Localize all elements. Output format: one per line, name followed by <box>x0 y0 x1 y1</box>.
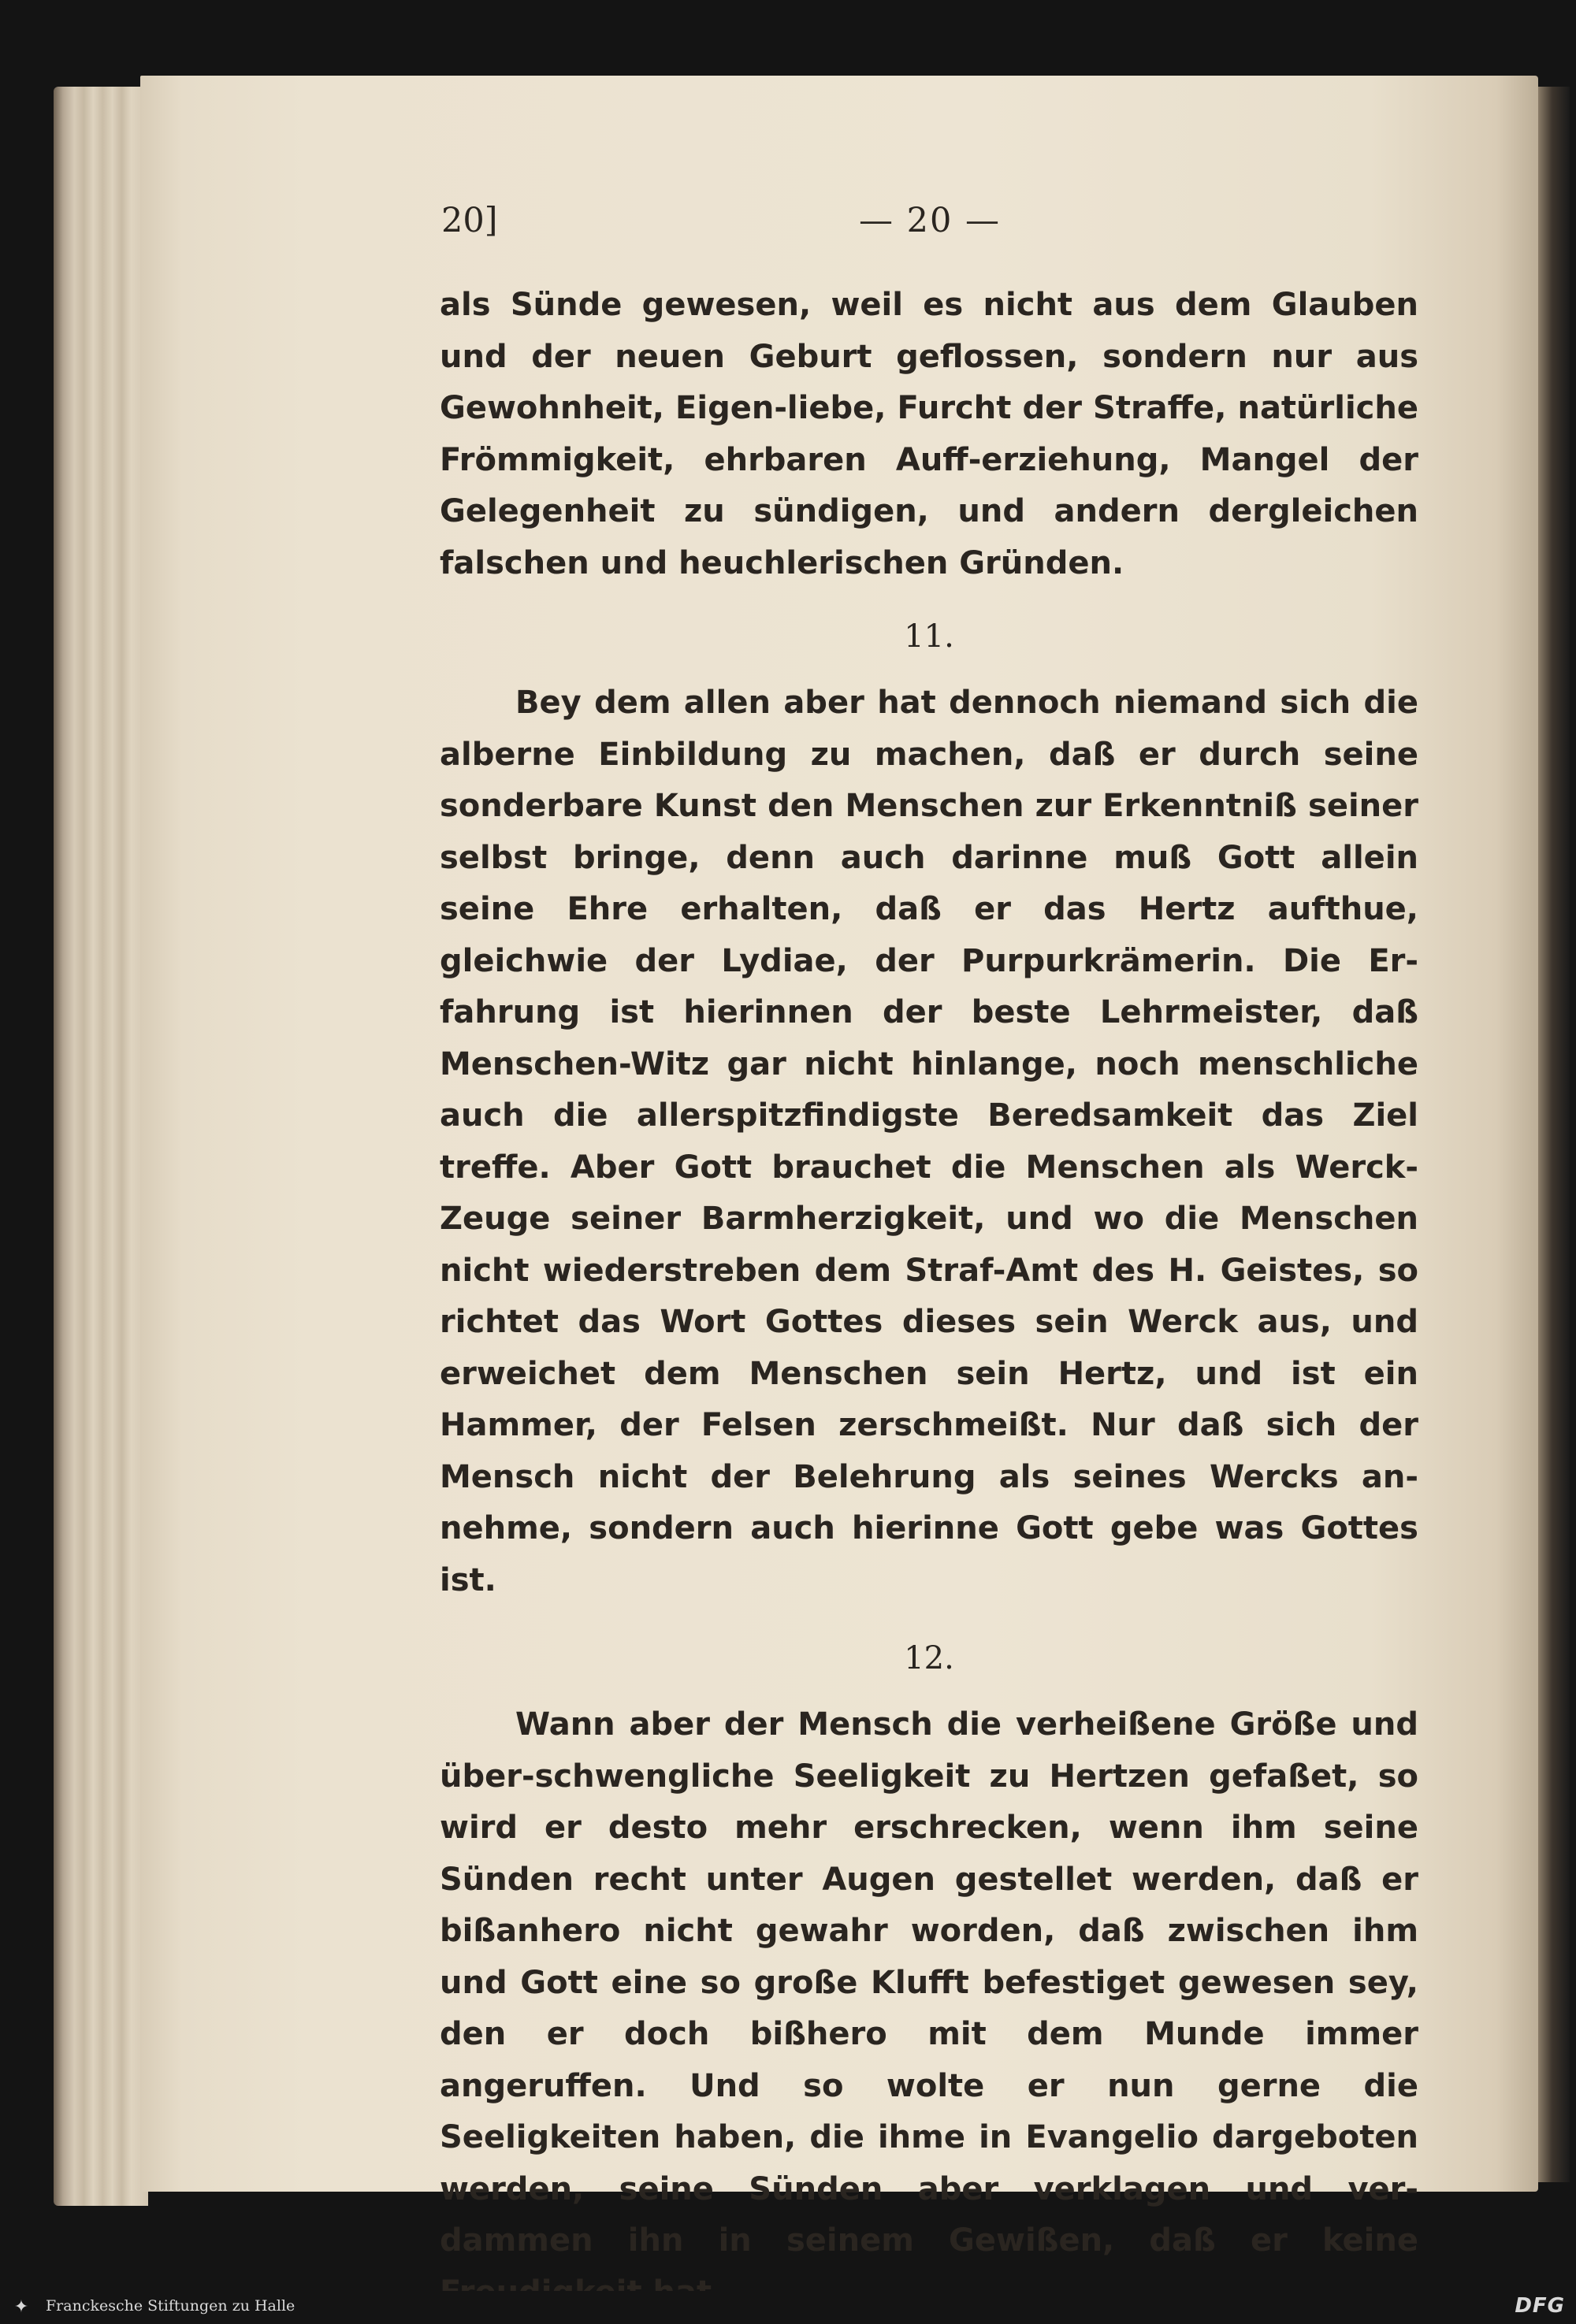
paragraph-section-11: Bey dem allen aber hat dennoch niemand sich die alberne Einbildung zu machen, daß er durch seine sonderbare Kunst den Menschen zur Erkenntniß seiner selbst bringe, denn auch darinne muß Gott allein seine Ehre erhalten, daß er das Hertz aufthue, gleichwie der Lydiae, der Purpurkrämerin. Die Er-fahrung ist hierinnen der beste Lehrmeister, daß Menschen-Witz gar nicht hinlange, noch menschliche auch die allerspitzfindigste Beredsamkeit das Ziel treffe. Aber Gott brauchet die Menschen als Werck-Zeuge seiner Barmherzigkeit, und wo die Menschen nicht wiederstreben dem Straf-Amt des H. Geistes, so richtet das Wort Gottes dieses sein Werck aus, und erweichet dem Menschen sein Hertz, und ist ein Hammer, der Felsen zerschmeißt. Nur daß sich der Mensch nicht der Belehrung als seines Wercks an-nehme, sondern auch hierinne Gott gebe was Gottes ist. <box>440 685 1418 1598</box>
institution-name: Franckesche Stiftungen zu Halle <box>46 2297 296 2315</box>
book-page-edges <box>54 87 148 2206</box>
institution-logo-icon: ✦ <box>13 2297 29 2317</box>
page-number: — 20 — <box>858 201 1002 240</box>
body-text <box>440 280 1418 2318</box>
folio-marker: 20] <box>441 201 498 240</box>
section-number-11: 11. <box>904 618 954 655</box>
book-gutter-shadow <box>1538 87 1570 2182</box>
viewer-footer <box>0 2291 1576 2324</box>
paragraph-section-12: Wann aber der Mensch die verheißene Größe und über-schwengliche Seeligkeit zu Hertzen gefaßet, so wird er desto mehr erschrecken, wenn ihm seine Sünden recht unter Augen gestellet werden, daß er bißanhero nicht gewahr worden, daß zwischen ihm und Gott eine so große Klufft befestiget gewesen sey, den er doch bißhero mit dem Munde immer angeruffen. Und so wolte er nun gerne die Seeligkeiten haben, die ihme in Evangelio dargeboten werden, seine Sünden aber verklagen und ver-dammen ihn in seinem Gewißen, daß er keine <box>440 1706 1418 2259</box>
dfg-logo: DFG <box>1515 2294 1565 2318</box>
running-head <box>441 201 1418 248</box>
section-number-12: 12. <box>904 1640 954 1676</box>
paragraph-continuation: als Sünde gewesen, weil es nicht aus dem Glauben und der neuen Geburt geflossen, sondern nur aus Gewohnheit, Eigen-liebe, Furcht der Straffe, natürliche Frömmigkeit, ehrbaren Auff-erziehung, Mangel der Gelegenheit zu sündigen, und andern dergleichen falschen und heuchlerischen Gründen. <box>440 287 1418 581</box>
